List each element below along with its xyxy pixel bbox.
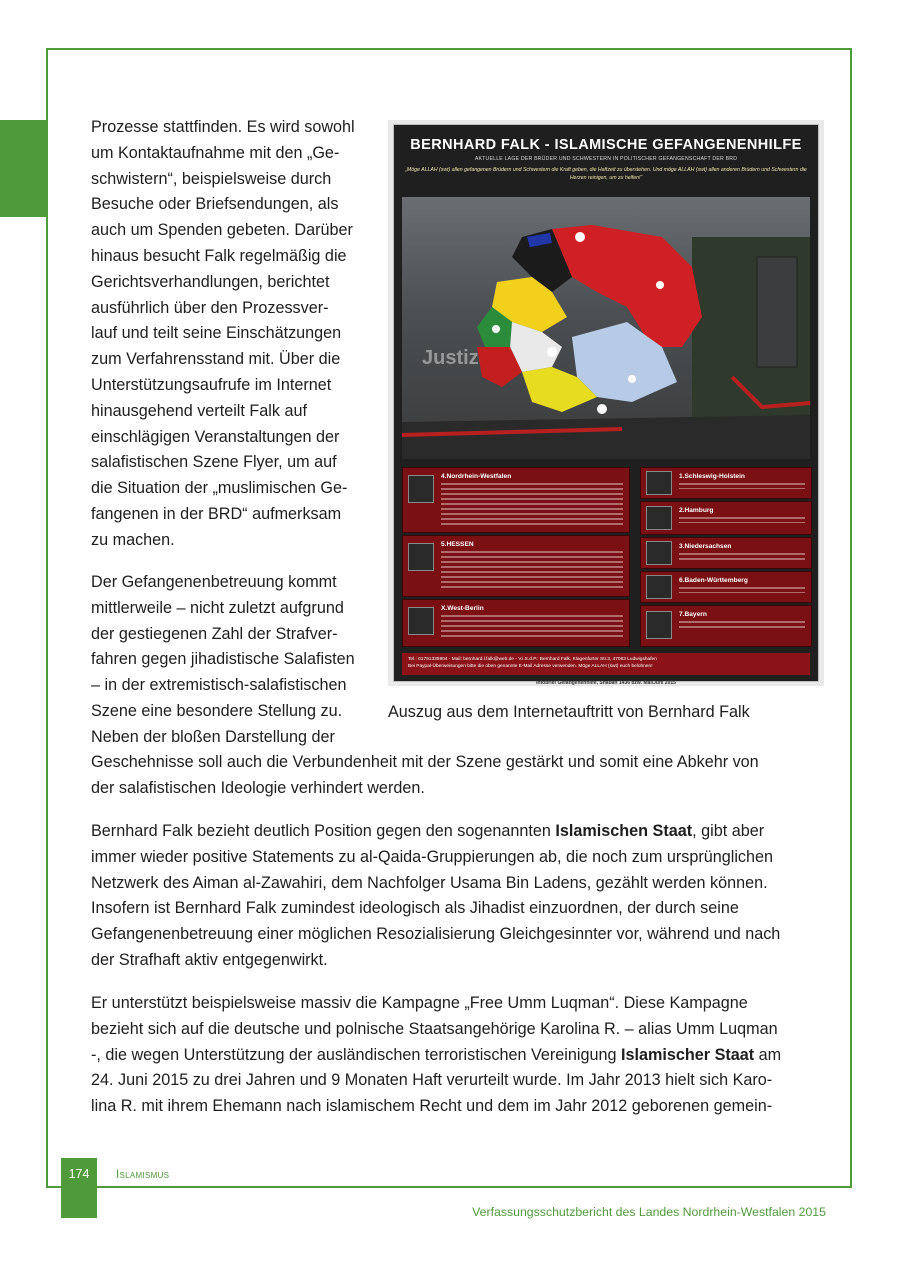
- paragraph-4-line: Er unterstützt beispielsweise massiv die Kampagne „Free Umm Luqman“. Diese Kampagne: [91, 994, 748, 1012]
- column-paragraph-2: [91, 570, 383, 751]
- paragraph-2-continuation-line: der salafistischen Ideologie verhindert werden.: [91, 778, 425, 797]
- poster-footer: [402, 653, 810, 675]
- paragraph-3-line: Gefangenenbetreuung einer möglichen Resozialisierung Gleichgesinnter vor, während und nach: [91, 925, 781, 944]
- region-row: [640, 537, 812, 569]
- paragraph-3-line: Insofern ist Bernhard Falk zumindest ideologisch als Jihadist einzuordnen, der durch seine: [91, 899, 739, 918]
- footer-text: Verfassungsschutzbericht des Landes Nordrhein-Westfalen 2015: [472, 1205, 826, 1219]
- region-title: 1.Schleswig-Holstein: [679, 473, 745, 480]
- poster-footer-line: Bei Paypal-Überweisungen bitte die oben genannte E-Mail Adresse verwenden. Möge ALLAH (swt) euch belohnen!: [408, 664, 653, 669]
- paragraph-1-line: auch um Spenden gebeten. Darüber: [91, 221, 353, 240]
- paragraph-4-line: 24. Juni 2015 zu drei Jahren und 9 Monaten Haft verurteilt wurde. Im Jahr 2013 hielt sich Karo-: [91, 1071, 773, 1090]
- region-list-lines: [441, 551, 623, 591]
- region-thumbnail: [646, 611, 672, 639]
- map-marker-icon: [628, 375, 636, 383]
- paragraph-4-line: lina R. mit ihrem Ehemann nach islamischem Recht und dem im Jahr 2012 geborenen gemein-: [91, 1097, 773, 1116]
- region-row: [640, 605, 812, 647]
- region-title: 3.Niedersachsen: [679, 543, 732, 550]
- poster-quote: „Möge ALLAH (swt) allen gefangenen Brüdern und Schwestern die Kraft geben, die Haftzeit zu überstehen. Und möge ALLAH (swt) allen anderen Brüdern und Schwestern die Herzen reinigen, um zu helfen!“: [405, 167, 807, 181]
- region-list-lines: [441, 483, 623, 527]
- paragraph-3-line-1: Bernhard Falk bezieht deutlich Position gegen den sogenannten Islamischen Staat, gibt aber: [91, 822, 765, 840]
- region-title: 2.Hamburg: [679, 507, 714, 514]
- paragraph-4-line: -, die wegen Unterstützung der ausländischen terroristischen Vereinigung Islamischer Staat am: [91, 1045, 782, 1064]
- poster-inner: [394, 125, 818, 681]
- region-rows: [394, 467, 818, 647]
- poster-subtitle: AKTUELLE LAGE DER BRÜDER UND SCHWESTERN IN POLITISCHER GEFANGENSCHAFT DER BRD: [474, 156, 738, 162]
- region-title: 6.Baden-Württemberg: [679, 577, 748, 584]
- figure-caption: Auszug aus dem Internetauftritt von Bernhard Falk: [388, 703, 750, 721]
- paragraph-1-line: zum Verfahrensstand mit. Über die: [91, 350, 341, 369]
- paragraph-2-continuation-line: Geschehnisse soll auch die Verbundenheit mit der Szene gestärkt und somit eine Abkehr von: [91, 753, 759, 771]
- map-marker-icon: [597, 404, 607, 414]
- region-list-lines: [679, 587, 805, 593]
- paragraph-3-line: der Strafhaft aktiv entgegenwirkt.: [91, 950, 328, 969]
- bold-term-islamischer-staat: Islamischen Staat: [555, 822, 693, 840]
- paragraph-4-line: bezieht sich auf die deutsche und polnische Staatsangehörige Karolina R. – alias Umm Luqman: [91, 1019, 778, 1038]
- paragraph-2-line: – in der extremistisch-salafistischen: [91, 676, 347, 695]
- poster-title: BERNHARD FALK - ISLAMISCHE GEFANGENENHILFE: [410, 137, 802, 153]
- region-thumbnail: [646, 471, 672, 495]
- paragraph-1-line: lauf und teilt seine Einschätzungen: [91, 324, 342, 343]
- germany-map-graphic: [402, 197, 810, 459]
- paragraph-2-line: Neben der bloßen Darstellung der: [91, 727, 335, 746]
- paragraph-4: [91, 991, 831, 1120]
- region-list-lines: [679, 517, 805, 523]
- paragraph-1-line: zu machen.: [91, 530, 175, 549]
- paragraph-1-line: fangenen in der BRD“ aufmerksam: [91, 504, 342, 523]
- section-label: Islamismus: [116, 1169, 170, 1181]
- region-row: [640, 467, 812, 499]
- region-title: 5.HESSEN: [441, 541, 474, 548]
- region-thumbnail: [646, 506, 672, 530]
- page-number: 174: [68, 1167, 90, 1181]
- paragraph-2-line: fahren gegen jihadistische Salafisten: [91, 650, 355, 669]
- region-thumbnail: [408, 607, 434, 635]
- paragraph-3-line: immer wieder positive Statements zu al-Qaida-Gruppierungen ab, die noch zum ursprünglichen: [91, 847, 774, 866]
- paragraph-1-line: Unterstützungsaufrufe im Internet: [91, 375, 332, 394]
- paragraph-2-continuation: [91, 750, 831, 802]
- paragraph-1-line: hinausgehend verteilt Falk auf: [91, 401, 307, 420]
- region-list-lines: [679, 483, 805, 489]
- map-overlay-text: Justiz: [422, 347, 479, 369]
- germany-map-panel: [402, 197, 810, 459]
- region-title: 7.Bayern: [679, 611, 707, 618]
- map-background-door: [757, 257, 797, 367]
- map-marker-icon: [492, 325, 500, 333]
- region-thumbnail: [646, 541, 672, 565]
- paragraph-1-line: um Kontaktaufnahme mit den „Ge-: [91, 143, 340, 162]
- map-marker-icon: [547, 347, 557, 357]
- region-thumbnail: [646, 575, 672, 599]
- paragraph-1-line: die Situation der „muslimischen Ge-: [91, 479, 348, 498]
- poster-credit: Infobrief Gefangenenhilfe, Shaban 1436 bzw. Mai/Juni 2015: [536, 680, 676, 686]
- paragraph-2-line: mittlerweile – nicht zuletzt aufgrund: [91, 598, 344, 617]
- region-list-lines: [679, 621, 805, 631]
- paragraph-1-line: schwistern“, beispielsweise durch: [91, 169, 332, 188]
- paragraph-1-line: Besuche oder Briefsendungen, als: [91, 195, 339, 214]
- paragraph-1-line: salafistischen Szene Flyer, um auf: [91, 453, 337, 472]
- paragraph-2-line: der gestiegenen Zahl der Strafver-: [91, 624, 338, 643]
- region-row: [640, 571, 812, 603]
- page-number-box: [61, 1158, 97, 1218]
- map-marker-icon: [575, 232, 585, 242]
- region-row: [402, 535, 630, 597]
- bold-term-islamischer-staat: Islamischer Staat: [621, 1045, 755, 1064]
- paragraph-2-line: Der Gefangenenbetreuung kommt: [91, 573, 337, 591]
- region-row: [640, 501, 812, 535]
- region-thumbnail: [408, 475, 434, 503]
- paragraph-1-line: ausführlich über den Prozessver-: [91, 298, 329, 317]
- paragraph-1-line: hinaus besucht Falk regelmäßig die: [91, 246, 347, 265]
- region-title: 4.Nordrhein-Westfalen: [441, 473, 512, 480]
- paragraph-1-line: einschlägigen Veranstaltungen der: [91, 427, 340, 446]
- paragraph-1-line: Gerichtsverhandlungen, berichtet: [91, 272, 330, 291]
- region-list-lines: [679, 553, 805, 561]
- paragraph-2-line: Szene eine besondere Stellung zu.: [91, 701, 343, 720]
- poster-footer-line: Tel.: 01791335904 - Mail: bernhard.l.falk@web.de - V.i.S.d.P.: Bernhard Falk, Klagenfurter Str.3, 47063 Ludwigshafen: [408, 657, 657, 662]
- region-row: [402, 467, 630, 533]
- poster-image: [388, 120, 824, 686]
- region-title: X.West-Berlin: [441, 605, 484, 612]
- region-row: [402, 599, 630, 647]
- region-thumbnail: [408, 543, 434, 571]
- paragraph-1-line: Prozesse stattfinden. Es wird sowohl: [91, 118, 355, 136]
- paragraph-3: [91, 819, 831, 974]
- paragraph-3-line: Netzwerk des Aiman al-Zawahiri, dem Nachfolger Usama Bin Ladens, gezählt werden können.: [91, 873, 768, 892]
- column-paragraph-1: [91, 115, 383, 554]
- region-list-lines: [441, 615, 623, 637]
- side-tab-marker: [0, 120, 47, 217]
- poster-footer-text: [408, 656, 804, 670]
- poster-figure: [388, 120, 824, 688]
- map-ground: [402, 415, 810, 459]
- map-marker-icon: [656, 281, 664, 289]
